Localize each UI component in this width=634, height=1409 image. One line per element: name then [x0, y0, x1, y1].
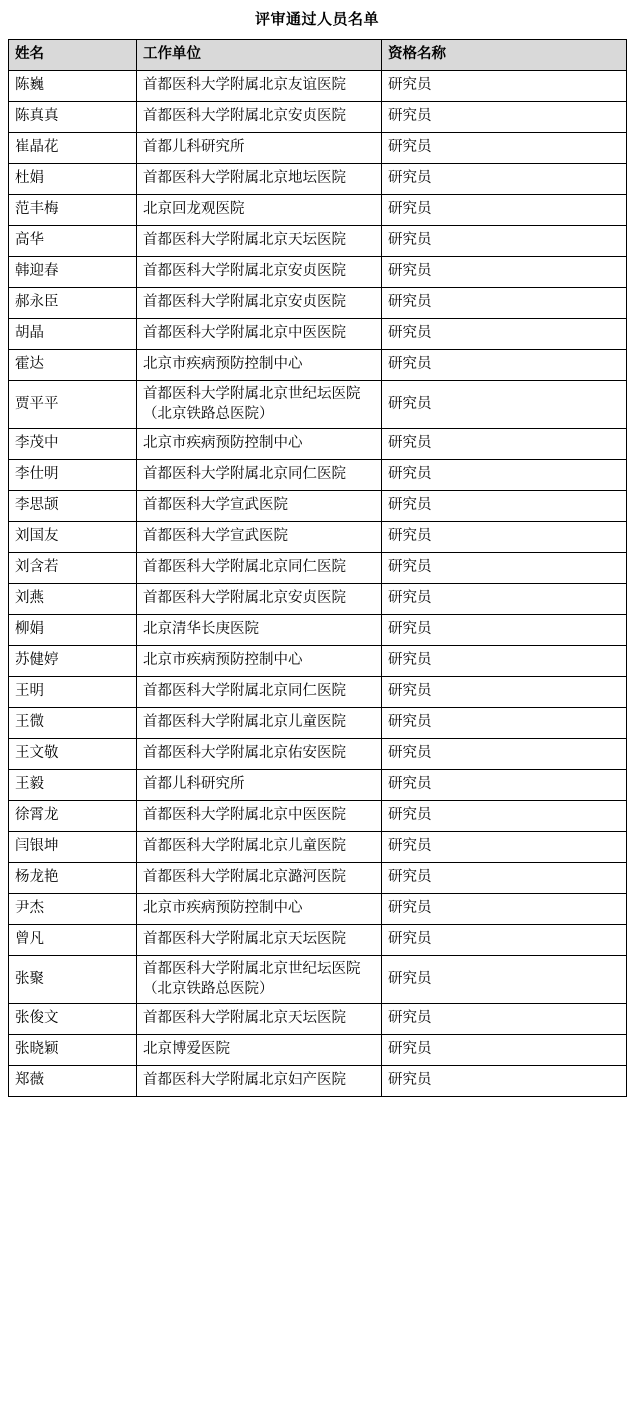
table-row [9, 894, 627, 925]
table-row [9, 1066, 627, 1097]
work-organization: 首都医科大学附属北京儿童医院 [137, 708, 382, 739]
table-row [9, 956, 627, 1004]
table-row [9, 288, 627, 319]
work-organization: 首都医科大学附属北京地坛医院 [137, 164, 382, 195]
table-row [9, 257, 627, 288]
qualification-title: 研究员 [382, 646, 627, 677]
table-row [9, 522, 627, 553]
table-row [9, 646, 627, 677]
table-row [9, 615, 627, 646]
work-organization: 首都医科大学附属北京同仁医院 [137, 677, 382, 708]
person-name: 杜娟 [9, 164, 137, 195]
work-organization: 北京博爱医院 [137, 1035, 382, 1066]
table-row [9, 133, 627, 164]
qualification-title: 研究员 [382, 381, 627, 429]
person-name: 张晓颖 [9, 1035, 137, 1066]
work-organization: 首都医科大学附属北京天坛医院 [137, 1004, 382, 1035]
table-row [9, 770, 627, 801]
table-row [9, 708, 627, 739]
qualification-title: 研究员 [382, 460, 627, 491]
work-organization: 首都医科大学附属北京友谊医院 [137, 71, 382, 102]
person-name: 郝永臣 [9, 288, 137, 319]
qualification-title: 研究员 [382, 832, 627, 863]
person-name: 王明 [9, 677, 137, 708]
work-organization: 首都医科大学附属北京世纪坛医院（北京铁路总医院） [137, 956, 382, 1004]
table-row [9, 1035, 627, 1066]
work-organization: 首都医科大学附属北京安贞医院 [137, 257, 382, 288]
qualification-title: 研究员 [382, 1035, 627, 1066]
table-row [9, 863, 627, 894]
table-row [9, 491, 627, 522]
table-row [9, 226, 627, 257]
work-organization: 首都医科大学宣武医院 [137, 522, 382, 553]
person-name: 张俊文 [9, 1004, 137, 1035]
page-title: 评审通过人员名单 [254, 11, 379, 28]
qualification-title: 研究员 [382, 956, 627, 1004]
work-organization: 首都医科大学附属北京安贞医院 [137, 584, 382, 615]
work-organization: 首都儿科研究所 [137, 133, 382, 164]
table-row [9, 832, 627, 863]
qualification-title: 研究员 [382, 71, 627, 102]
person-name: 郑薇 [9, 1066, 137, 1097]
person-name: 范丰梅 [9, 195, 137, 226]
table-header [9, 40, 627, 71]
qualification-title: 研究员 [382, 739, 627, 770]
qualification-title: 研究员 [382, 350, 627, 381]
person-name: 陈巍 [9, 71, 137, 102]
person-name: 刘燕 [9, 584, 137, 615]
work-organization: 首都医科大学宣武医院 [137, 491, 382, 522]
work-organization: 首都医科大学附属北京潞河医院 [137, 863, 382, 894]
qualification-title: 研究员 [382, 491, 627, 522]
work-organization: 首都医科大学附属北京中医医院 [137, 801, 382, 832]
qualification-title: 研究员 [382, 429, 627, 460]
work-organization: 北京清华长庚医院 [137, 615, 382, 646]
qualification-title: 研究员 [382, 708, 627, 739]
qualification-title: 研究员 [382, 522, 627, 553]
person-name: 曾凡 [9, 925, 137, 956]
person-name: 贾平平 [9, 381, 137, 429]
qualification-title: 研究员 [382, 1066, 627, 1097]
qualification-title: 研究员 [382, 801, 627, 832]
table-row [9, 195, 627, 226]
qualification-title: 研究员 [382, 288, 627, 319]
qualification-title: 研究员 [382, 164, 627, 195]
person-name: 胡晶 [9, 319, 137, 350]
qualification-title: 研究员 [382, 553, 627, 584]
table-row [9, 801, 627, 832]
person-name: 韩迎春 [9, 257, 137, 288]
table-row [9, 925, 627, 956]
table-row [9, 319, 627, 350]
person-name: 杨龙艳 [9, 863, 137, 894]
work-organization: 首都儿科研究所 [137, 770, 382, 801]
work-organization: 首都医科大学附属北京同仁医院 [137, 553, 382, 584]
qualification-title: 研究员 [382, 195, 627, 226]
work-organization: 北京市疾病预防控制中心 [137, 429, 382, 460]
table-row [9, 739, 627, 770]
table-row [9, 429, 627, 460]
column-header-organization: 工作单位 [137, 40, 382, 71]
table-row [9, 677, 627, 708]
person-name: 王毅 [9, 770, 137, 801]
table-header-row [9, 40, 627, 71]
person-name: 张聚 [9, 956, 137, 1004]
table-row [9, 71, 627, 102]
person-name: 王微 [9, 708, 137, 739]
person-name: 李思颉 [9, 491, 137, 522]
work-organization: 首都医科大学附属北京天坛医院 [137, 226, 382, 257]
table-body [9, 71, 627, 1097]
table-row [9, 381, 627, 429]
qualification-title: 研究员 [382, 925, 627, 956]
person-name: 闫银坤 [9, 832, 137, 863]
qualification-title: 研究员 [382, 102, 627, 133]
qualification-title: 研究员 [382, 615, 627, 646]
table-row [9, 102, 627, 133]
column-header-name: 姓名 [9, 40, 137, 71]
work-organization: 首都医科大学附属北京天坛医院 [137, 925, 382, 956]
work-organization: 北京市疾病预防控制中心 [137, 350, 382, 381]
work-organization: 首都医科大学附属北京妇产医院 [137, 1066, 382, 1097]
qualification-title: 研究员 [382, 133, 627, 164]
person-name: 崔晶花 [9, 133, 137, 164]
qualification-title: 研究员 [382, 226, 627, 257]
qualification-title: 研究员 [382, 770, 627, 801]
qualification-title: 研究员 [382, 257, 627, 288]
qualification-title: 研究员 [382, 584, 627, 615]
person-name: 刘含若 [9, 553, 137, 584]
qualification-title: 研究员 [382, 677, 627, 708]
work-organization: 北京回龙观医院 [137, 195, 382, 226]
qualification-title: 研究员 [382, 319, 627, 350]
person-name: 徐霄龙 [9, 801, 137, 832]
work-organization: 首都医科大学附属北京安贞医院 [137, 102, 382, 133]
table-row [9, 553, 627, 584]
table-row [9, 164, 627, 195]
table-row [9, 350, 627, 381]
person-name: 王文敬 [9, 739, 137, 770]
person-name: 尹杰 [9, 894, 137, 925]
person-name: 李茂中 [9, 429, 137, 460]
person-name: 苏健婷 [9, 646, 137, 677]
work-organization: 首都医科大学附属北京同仁医院 [137, 460, 382, 491]
table-row [9, 460, 627, 491]
column-header-qualification: 资格名称 [382, 40, 627, 71]
work-organization: 首都医科大学附属北京安贞医院 [137, 288, 382, 319]
work-organization: 首都医科大学附属北京儿童医院 [137, 832, 382, 863]
work-organization: 首都医科大学附属北京中医医院 [137, 319, 382, 350]
table-row [9, 584, 627, 615]
table-row [9, 1004, 627, 1035]
work-organization: 北京市疾病预防控制中心 [137, 646, 382, 677]
person-name: 柳娟 [9, 615, 137, 646]
person-name: 刘国友 [9, 522, 137, 553]
person-name: 霍达 [9, 350, 137, 381]
work-organization: 首都医科大学附属北京世纪坛医院（北京铁路总医院） [137, 381, 382, 429]
person-name: 陈真真 [9, 102, 137, 133]
approved-personnel-table [8, 39, 627, 1097]
work-organization: 北京市疾病预防控制中心 [137, 894, 382, 925]
person-name: 李仕明 [9, 460, 137, 491]
person-name: 高华 [9, 226, 137, 257]
qualification-title: 研究员 [382, 863, 627, 894]
qualification-title: 研究员 [382, 894, 627, 925]
qualification-title: 研究员 [382, 1004, 627, 1035]
work-organization: 首都医科大学附属北京佑安医院 [137, 739, 382, 770]
